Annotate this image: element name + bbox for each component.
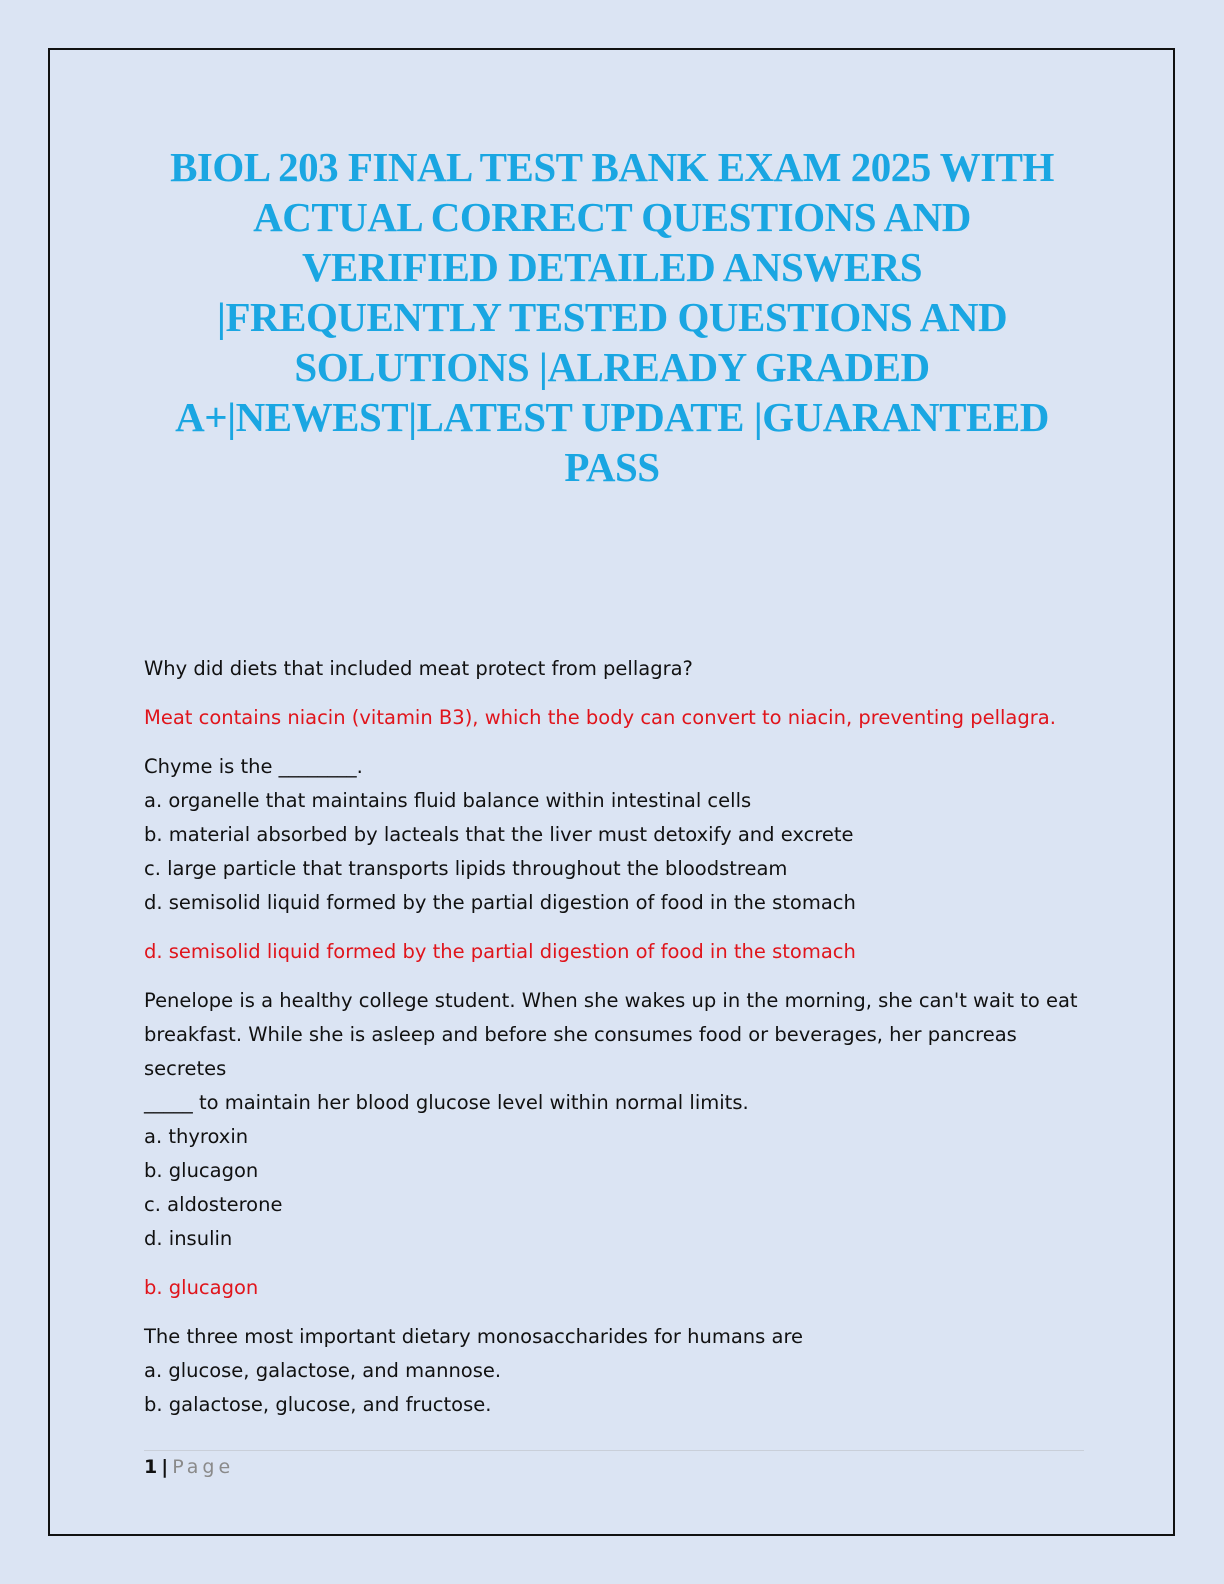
question-block-3 <box>144 984 1084 1305</box>
answer-text: Meat contains niacin (vitamin B3), which the body can convert to niacin, preventing pellagra. <box>144 706 1056 729</box>
question-text-line: breakfast. While she is asleep and before she consumes food or beverages, her pancreas <box>144 1023 1017 1046</box>
question-list <box>144 652 1084 1422</box>
title-line: PASS <box>564 444 660 490</box>
question-text: The three most important dietary monosaccharides for humans are <box>144 1325 804 1348</box>
question-text: Chyme is the ________. <box>144 755 363 778</box>
question-block-4 <box>144 1320 1084 1422</box>
option-a: a. glucose, galactose, and mannose. <box>144 1359 502 1382</box>
question-text-line: Penelope is a healthy college student. When she wakes up in the morning, she can't wait to eat <box>144 989 1078 1012</box>
answer-text: d. semisolid liquid formed by the partial digestion of food in the stomach <box>144 940 856 963</box>
page-number: 1 <box>144 1456 158 1478</box>
option-d: d. semisolid liquid formed by the partial digestion of food in the stomach <box>144 891 856 914</box>
title-line: SOLUTIONS |ALREADY GRADED <box>294 344 930 390</box>
option-c: c. large particle that transports lipids throughout the bloodstream <box>144 857 788 880</box>
option-b: b. galactose, glucose, and fructose. <box>144 1393 492 1416</box>
title-line: BIOL 203 FINAL TEST BANK EXAM 2025 WITH <box>170 144 1054 190</box>
option-d: d. insulin <box>144 1227 233 1250</box>
title-line: A+|NEWEST|LATEST UPDATE |GUARANTEED <box>175 394 1049 440</box>
question-text-line: secretes <box>144 1057 227 1080</box>
option-c: c. aldosterone <box>144 1193 283 1216</box>
title-line: |FREQUENTLY TESTED QUESTIONS AND <box>216 294 1008 340</box>
option-b: b. glucagon <box>144 1159 259 1182</box>
question-text-line: _____ to maintain her blood glucose level within normal limits. <box>144 1091 749 1114</box>
document-title <box>130 142 1094 492</box>
title-line: ACTUAL CORRECT QUESTIONS AND <box>253 194 971 240</box>
title-line: VERIFIED DETAILED ANSWERS <box>301 244 923 290</box>
footer-divider <box>144 1450 1084 1451</box>
footer-separator: | <box>161 1456 169 1478</box>
question-text: Why did diets that included meat protect from pellagra? <box>144 657 693 680</box>
option-b: b. material absorbed by lacteals that the liver must detoxify and excrete <box>144 823 854 846</box>
option-a: a. organelle that maintains fluid balance within intestinal cells <box>144 789 752 812</box>
answer-text: b. glucagon <box>144 1276 259 1299</box>
question-block-2 <box>144 750 1084 969</box>
question-block-1 <box>144 652 1084 735</box>
page-label: Page <box>172 1456 235 1478</box>
page-footer <box>144 1456 234 1478</box>
option-a: a. thyroxin <box>144 1125 249 1148</box>
